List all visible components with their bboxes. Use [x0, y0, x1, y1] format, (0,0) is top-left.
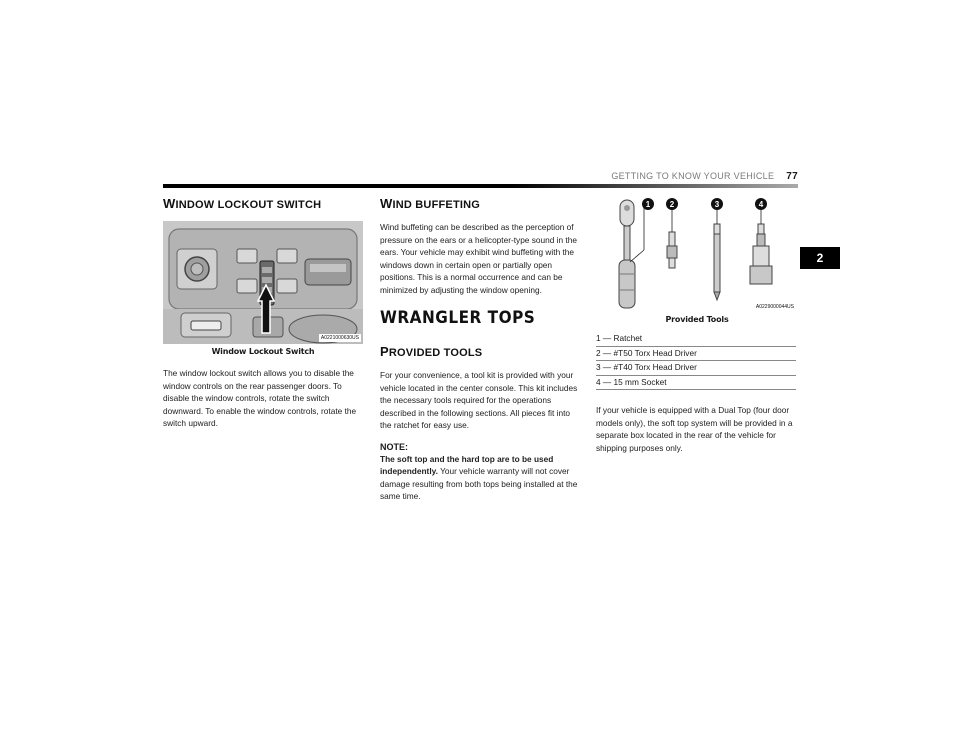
legend-item: 1 — Ratchet — [596, 333, 643, 343]
callout-2: 2 — [669, 200, 675, 209]
tools-legend — [596, 332, 796, 390]
legend-item: 4 — 15 mm Socket — [596, 375, 796, 390]
page-number: 77 — [786, 171, 798, 182]
socket-icon — [750, 224, 772, 284]
header-rule — [163, 184, 798, 188]
legend-item: 2 — #T50 Torx Head Driver — [596, 346, 796, 361]
left-column — [163, 196, 363, 440]
tools-figure-code: A0229000044US — [755, 304, 794, 310]
callout-4: 4 — [758, 200, 764, 209]
provided-tools-text: For your convenience, a tool kit is provided with your vehicle located in the center console. This kit includes the necessary tools required for the operations described in the following sections. All pieces fit into the ratchet for easy use. — [380, 370, 578, 430]
figure-code: A0221000630US — [320, 335, 359, 341]
dual-top-text: If your vehicle is equipped with a Dual Top (four door models only), the soft top system will be provided in a separate box located in the rear of the vehicle for shipping purposes only. — [596, 405, 793, 453]
wind-buffeting-text: Wind buffeting can be described as the perception of pressure on the ears or a helicopter-type sound in the ears. Your vehicle may exhibit wind buffeting with the windows down in certain open or partially open positions. This is a normal occurrence and can be minimized by adjusting the window opening. — [380, 222, 577, 295]
console-illustration — [163, 221, 363, 344]
note-bold-text: The soft top and the hard top are to be used independently. — [380, 453, 554, 476]
legend-item: 3 — #T40 Torx Head Driver — [596, 360, 796, 375]
window-lockout-text: The window lockout switch allows you to disable the window controls on the rear passenger doors. To disable the window controls, rotate the switch downward. To enable the window controls, rotate the switch upward. — [163, 368, 357, 428]
note-rest-text: Your vehicle warranty will not cover damage resulting from both tops being installed at the same time. — [380, 466, 578, 501]
note-text — [380, 453, 580, 503]
provided-tools-caption: Provided Tools — [665, 315, 729, 324]
callout-3: 3 — [714, 200, 720, 209]
window-lockout-photo — [163, 221, 363, 344]
right-column — [596, 196, 798, 464]
tools-illustration — [596, 196, 798, 312]
window-lockout-heading: WINDOW LOCKOUT SWITCH — [163, 196, 322, 211]
t40-driver-icon — [714, 224, 720, 300]
section-title: GETTING TO KNOW YOUR VEHICLE — [611, 171, 775, 181]
note-label: NOTE: — [380, 441, 408, 452]
wind-buffeting-heading: WIND BUFFETING — [380, 196, 481, 211]
t50-driver-icon — [667, 232, 677, 268]
wrangler-tops-heading: WRANGLER TOPS — [380, 308, 536, 328]
middle-column — [380, 196, 580, 513]
window-lockout-caption: Window Lockout Switch — [211, 347, 315, 356]
provided-tools-figure — [596, 196, 798, 312]
chapter-tab: 2 — [800, 247, 840, 269]
callout-1: 1 — [645, 200, 651, 209]
running-head — [560, 171, 798, 182]
provided-tools-heading: PROVIDED TOOLS — [380, 344, 483, 359]
ratchet-icon — [619, 200, 635, 308]
